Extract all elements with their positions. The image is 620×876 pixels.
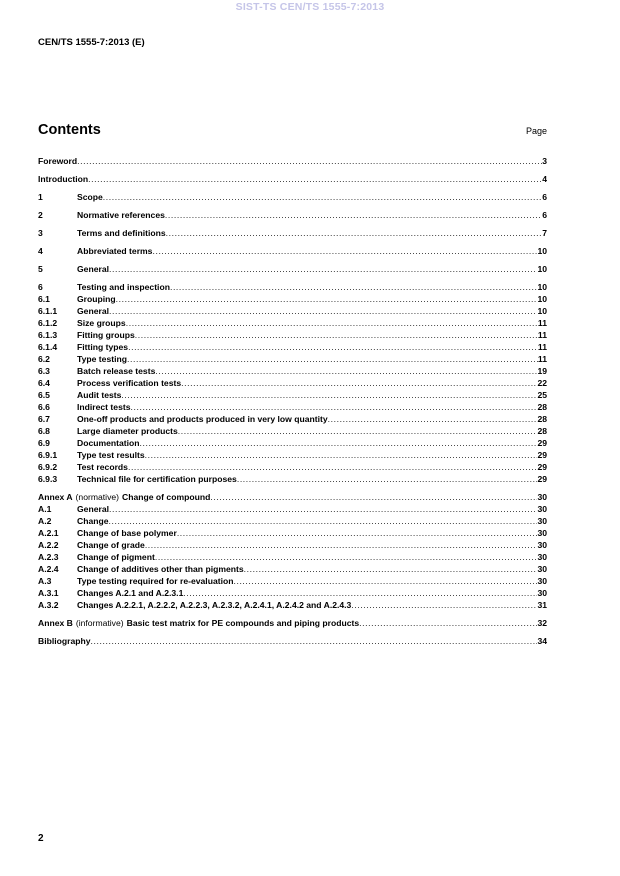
toc-entry[interactable] (38, 306, 547, 317)
toc-entry-title: Bibliography (38, 636, 91, 646)
toc-entry-page: 30 (537, 552, 547, 562)
toc-entry[interactable] (38, 600, 547, 611)
toc-entry[interactable] (38, 156, 547, 167)
toc-entry-page: 6 (542, 210, 547, 220)
toc-entry-number: 6.7 (38, 414, 50, 424)
toc-entry-page: 28 (537, 426, 547, 436)
page-column-label: Page (525, 126, 547, 136)
toc-annex-label: Annex B (38, 618, 73, 628)
toc-entry-title: Type test results (77, 450, 145, 460)
dot-leader (359, 618, 537, 629)
toc-entry-title: Changes A.2.2.1, A.2.2.2, A.2.2.3, A.2.3.2, A.2.4.1, A.2.4.2 and A.2.4.3 (77, 600, 352, 610)
toc-entry-title: Technical file for certification purposes (77, 474, 237, 484)
toc-entry[interactable] (38, 228, 547, 239)
contents-heading: Contents (38, 122, 101, 138)
toc-entry-title: Introduction (38, 174, 89, 184)
dot-leader (128, 342, 538, 353)
toc-entry-title: Change of additives other than pigments (77, 564, 244, 574)
toc-annex-label: Annex A (38, 492, 73, 502)
toc-entry-page: 28 (537, 402, 547, 412)
toc-entry-page: 29 (537, 462, 547, 472)
toc-entry[interactable] (38, 540, 547, 551)
toc-entry-title: Change of compound (122, 492, 211, 502)
dot-leader (244, 564, 538, 575)
toc-entry-page: 10 (537, 294, 547, 304)
toc-entry-page: 11 (537, 354, 547, 364)
toc-entry[interactable] (38, 516, 547, 527)
toc-entry-number: 6.1.3 (38, 330, 58, 340)
toc-entry-number: A.3 (38, 576, 52, 586)
toc-entry-number: 6.1.4 (38, 342, 58, 352)
toc-entry-page: 30 (537, 588, 547, 598)
toc-entry-number: A.2.2 (38, 540, 59, 550)
toc-entry-title: Large diameter products (77, 426, 178, 436)
toc-entry[interactable] (38, 528, 547, 539)
toc-entry-number: A.2 (38, 516, 52, 526)
toc-entry-title: Foreword (38, 156, 78, 166)
toc-entry[interactable] (38, 354, 547, 365)
toc-entry[interactable] (38, 318, 547, 329)
toc-entry-page: 3 (542, 156, 547, 166)
toc-entry-title: General (77, 504, 110, 514)
toc-entry-page: 19 (537, 366, 547, 376)
toc-entry-title: Fitting groups (77, 330, 135, 340)
dot-leader (351, 600, 537, 611)
toc-entry-number: 6.9.2 (38, 462, 58, 472)
page-number: 2 (38, 833, 44, 844)
toc-entry-title: General (77, 306, 110, 316)
toc-entry-number: 6.1 (38, 294, 50, 304)
dot-leader (109, 306, 537, 317)
toc-entry-page: 29 (537, 450, 547, 460)
toc-entry-title: Test records (77, 462, 128, 472)
toc-entry-title: Abbreviated terms (77, 246, 153, 256)
toc-entry-page: 25 (537, 390, 547, 400)
dot-leader (109, 504, 537, 515)
toc-entry-number: 6.3 (38, 366, 50, 376)
toc-entry-page: 34 (537, 636, 547, 646)
toc-entry-title: Size groups (77, 318, 126, 328)
dot-leader (103, 192, 542, 203)
toc-entry-page: 30 (537, 528, 547, 538)
toc-entry-page: 29 (537, 438, 547, 448)
toc-entry-number: 6.8 (38, 426, 50, 436)
dot-leader (166, 228, 543, 239)
toc-entry-title: Documentation (77, 438, 140, 448)
toc-entry-page: 28 (537, 414, 547, 424)
toc-entry-title: One-off products and products produced in very low quantity (77, 414, 328, 424)
toc-entry-number: 6.1.1 (38, 306, 58, 316)
document-id-header: CEN/TS 1555-7:2013 (E) (38, 37, 145, 48)
toc-entry-number: 5 (38, 264, 43, 274)
toc-entry-number: 2 (38, 210, 43, 220)
toc-entry-title: Process verification tests (77, 378, 182, 388)
toc-entry[interactable] (38, 588, 547, 599)
toc-entry-page: 7 (542, 228, 547, 238)
dot-leader (178, 426, 538, 437)
toc-entry-number: 6.9 (38, 438, 50, 448)
toc-entry-page: 10 (537, 306, 547, 316)
toc-entry-page: 11 (537, 330, 547, 340)
toc-entry-page: 22 (537, 378, 547, 388)
toc-entry-title: Normative references (77, 210, 165, 220)
toc-entry-page: 10 (537, 264, 547, 274)
toc-entry[interactable] (38, 210, 547, 221)
toc-entry-number: 6.9.1 (38, 450, 58, 460)
toc-entry[interactable] (38, 438, 547, 449)
toc-entry-number: 6.5 (38, 390, 50, 400)
toc-entry-number: 6 (38, 282, 43, 292)
toc-entry[interactable] (38, 330, 547, 341)
dot-leader (88, 174, 542, 185)
toc-entry-page: 11 (537, 342, 547, 352)
toc-entry-page: 10 (537, 246, 547, 256)
toc-entry-page: 11 (537, 318, 547, 328)
toc-entry-page: 29 (537, 474, 547, 484)
toc-entry-page: 6 (542, 192, 547, 202)
dot-leader (77, 156, 542, 167)
toc-entry-page: 30 (537, 576, 547, 586)
toc-entry[interactable] (38, 174, 547, 185)
toc-entry[interactable] (38, 192, 547, 203)
toc-entry[interactable] (38, 492, 547, 503)
toc-entry-title: Basic test matrix for PE compounds and piping products (126, 618, 360, 628)
toc-entry-title: Batch release tests (77, 366, 156, 376)
toc-entry-title: Audit tests (77, 390, 122, 400)
toc-entry-title: Change of base polymer (77, 528, 177, 538)
dot-leader (155, 366, 537, 377)
toc-entry-title: Terms and definitions (77, 228, 166, 238)
dot-leader (177, 528, 538, 539)
dot-leader (127, 354, 538, 365)
dot-leader (121, 390, 537, 401)
toc-entry[interactable] (38, 474, 547, 485)
toc-entry-title: Type testing required for re-evaluation (77, 576, 234, 586)
toc-entry[interactable] (38, 414, 547, 425)
toc-entry-title: Indirect tests (77, 402, 131, 412)
toc-entry-page: 30 (537, 540, 547, 550)
toc-entry[interactable] (38, 342, 547, 353)
toc-entry-page: 10 (537, 282, 547, 292)
toc-entry[interactable] (38, 402, 547, 413)
toc-entry-number: 6.1.2 (38, 318, 58, 328)
toc-entry-number: 1 (38, 192, 43, 202)
toc-entry-page: 32 (537, 618, 547, 628)
toc-entry[interactable] (38, 564, 547, 575)
toc-entry-title: Grouping (77, 294, 116, 304)
dot-leader (183, 588, 537, 599)
toc-entry-title: Change of grade (77, 540, 145, 550)
toc-entry[interactable] (38, 366, 547, 377)
toc-entry-number: A.1 (38, 504, 52, 514)
dot-leader (233, 576, 537, 587)
dot-leader (152, 246, 537, 257)
toc-entry[interactable] (38, 576, 547, 587)
toc-entry-page: 30 (537, 504, 547, 514)
toc-entry-page: 31 (537, 600, 547, 610)
toc-entry[interactable] (38, 426, 547, 437)
dot-leader (128, 462, 537, 473)
toc-entry-title: Change of pigment (77, 552, 155, 562)
dot-leader (126, 318, 538, 329)
dot-leader (135, 330, 538, 341)
toc-entry-number: A.3.2 (38, 600, 59, 610)
toc-entry-title: Scope (77, 192, 103, 202)
toc-entry[interactable] (38, 378, 547, 389)
dot-leader (116, 294, 538, 305)
toc-entry[interactable] (38, 462, 547, 473)
dot-leader (131, 402, 538, 413)
dot-leader (109, 516, 538, 527)
dot-leader (145, 450, 538, 461)
toc-entry-number: 4 (38, 246, 43, 256)
dot-leader (237, 474, 538, 485)
toc-entry[interactable] (38, 390, 547, 401)
toc-entry[interactable] (38, 552, 547, 563)
toc-entry[interactable] (38, 636, 547, 647)
dot-leader (328, 414, 538, 425)
toc-entry[interactable] (38, 246, 547, 257)
dot-leader (181, 378, 537, 389)
dot-leader (109, 264, 537, 275)
watermark: SIST-TS CEN/TS 1555-7:2013 (235, 1, 385, 13)
toc-entry-number: 6.9.3 (38, 474, 58, 484)
dot-leader (91, 636, 538, 647)
dot-leader (155, 552, 538, 563)
toc-entry[interactable] (38, 294, 547, 305)
toc-entry-number: A.3.1 (38, 588, 59, 598)
toc-entry-title: Type testing (77, 354, 127, 364)
toc-entry-title: Changes A.2.1 and A.2.3.1 (77, 588, 184, 598)
toc-entry[interactable] (38, 264, 547, 275)
toc-entry-number: A.2.4 (38, 564, 59, 574)
toc-entry[interactable] (38, 282, 547, 293)
toc-entry[interactable] (38, 618, 547, 629)
toc-entry[interactable] (38, 504, 547, 515)
toc-entry-number: 3 (38, 228, 43, 238)
toc-entry-number: A.2.1 (38, 528, 59, 538)
dot-leader (165, 210, 542, 221)
toc-entry-title: Testing and inspection (77, 282, 170, 292)
toc-entry-number: 6.4 (38, 378, 50, 388)
toc-entry-page: 30 (537, 516, 547, 526)
toc-entry-number: 6.2 (38, 354, 50, 364)
toc-entry-number: A.2.3 (38, 552, 59, 562)
toc-entry-page: 30 (537, 492, 547, 502)
toc-entry-title: Change (77, 516, 109, 526)
dot-leader (145, 540, 538, 551)
dot-leader (210, 492, 537, 503)
toc-entry-title: Fitting types (77, 342, 129, 352)
toc-entry-page: 30 (537, 564, 547, 574)
toc-entry-number: 6.6 (38, 402, 50, 412)
dot-leader (140, 438, 538, 449)
toc-entry-title: General (77, 264, 110, 274)
toc-entry[interactable] (38, 450, 547, 461)
dot-leader (170, 282, 537, 293)
toc-entry-page: 4 (542, 174, 547, 184)
toc-annex-note: (informative) (75, 618, 124, 628)
toc-annex-note: (normative) (75, 492, 120, 502)
